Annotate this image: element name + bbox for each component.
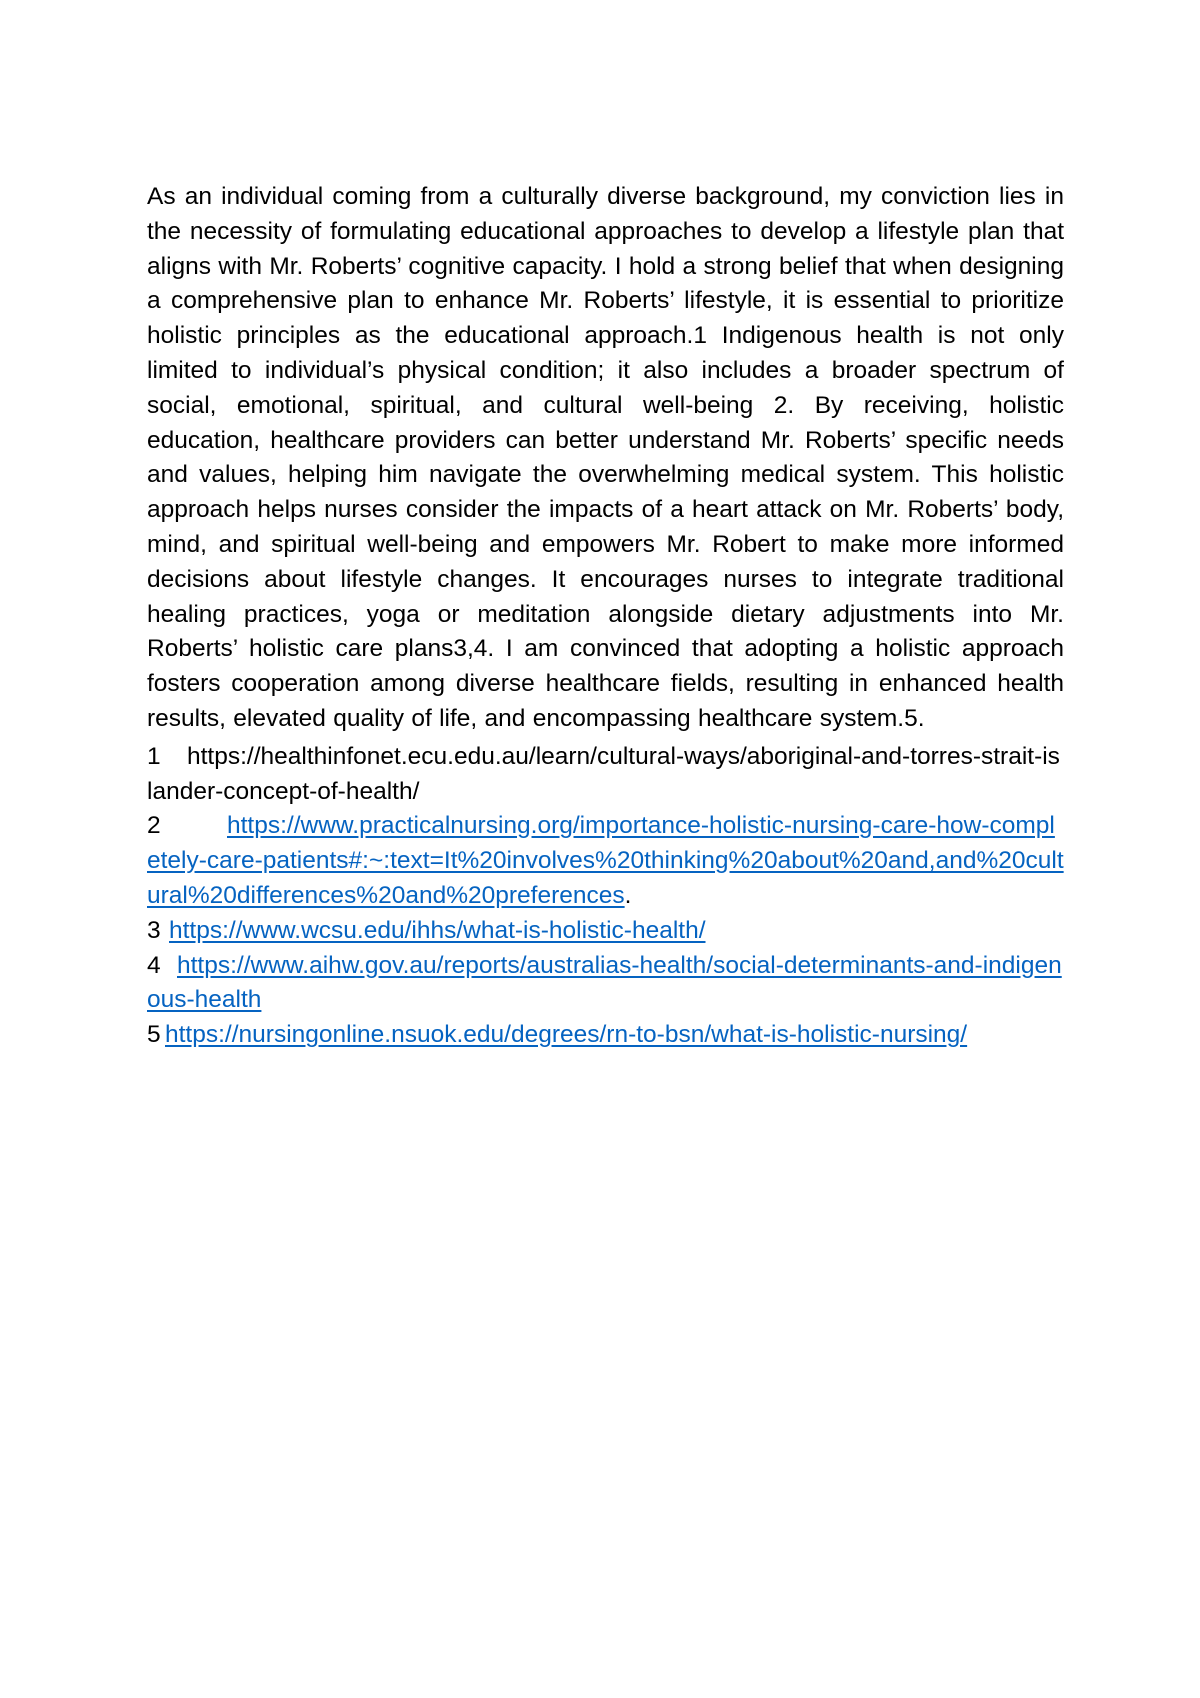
reference-number: 1: [147, 742, 161, 770]
reference-link[interactable]: https://nursingonline.nsuok.edu/degrees/rn-to-bsn/what-is-holistic-nursing/: [165, 1021, 968, 1049]
reference-url-text: https://healthinfonet.ecu.edu.au/learn/cultural-ways/aboriginal-and-torres-strait-islander-concept-of-health/: [147, 742, 1060, 805]
reference-item: [147, 809, 1064, 913]
reference-number: 5: [147, 1021, 161, 1049]
reference-number: 3: [147, 916, 161, 944]
reference-link[interactable]: https://www.wcsu.edu/ihhs/what-is-holistic-health/: [169, 916, 706, 944]
reference-item: [147, 1018, 1064, 1053]
reference-link[interactable]: https://www.aihw.gov.au/reports/australias-health/social-determinants-and-indigenous-health: [147, 951, 1062, 1014]
references-list: [147, 740, 1064, 1053]
reference-number: 4: [147, 951, 161, 979]
body-paragraph: As an individual coming from a culturally diverse background, my conviction lies in the necessity of formulating educational approaches to develop a lifestyle plan that aligns with Mr. Roberts’ cognitive capacity. I hold a strong belief that when designing a comprehensive plan to enhance Mr. Roberts’ lifestyle, it is essential to prioritize holistic principles as the educational approach.1 Indigenous health is not only limited to individual’s physical condition; it also includes a broader spectrum of social, emotional, spiritual, and cultural well-being 2. By receiving, holistic education, healthcare providers can better understand Mr. Roberts’ specific needs and values, helping him navigate the overwhelming medical system. This holistic approach helps nurses consider the impacts of a heart attack on Mr. Roberts’ body, mind, and spiritual well-being and empowers Mr. Robert to make more informed decisions about lifestyle changes. It encourages nurses to integrate traditional healing practices, yoga or meditation alongside dietary adjustments into Mr. Roberts’ holistic care plans3,4. I am convinced that adopting a holistic approach fosters cooperation among diverse healthcare fields, resulting in enhanced health results, elevated quality of life, and encompassing healthcare system.5.: [147, 183, 1064, 732]
reference-item: [147, 740, 1064, 810]
document-content: [147, 180, 1064, 1053]
reference-item: [147, 914, 1064, 949]
reference-item: [147, 949, 1064, 1019]
reference-number: 2: [147, 812, 161, 840]
reference-link[interactable]: https://www.practicalnursing.org/importance-holistic-nursing-care-how-completely-care-patients#:~:text=It%20involves%20thinking%20about%20and,and%20cultural%20differences%20and%20preferences: [147, 812, 1064, 909]
reference-trailing-punctuation: .: [624, 881, 632, 909]
